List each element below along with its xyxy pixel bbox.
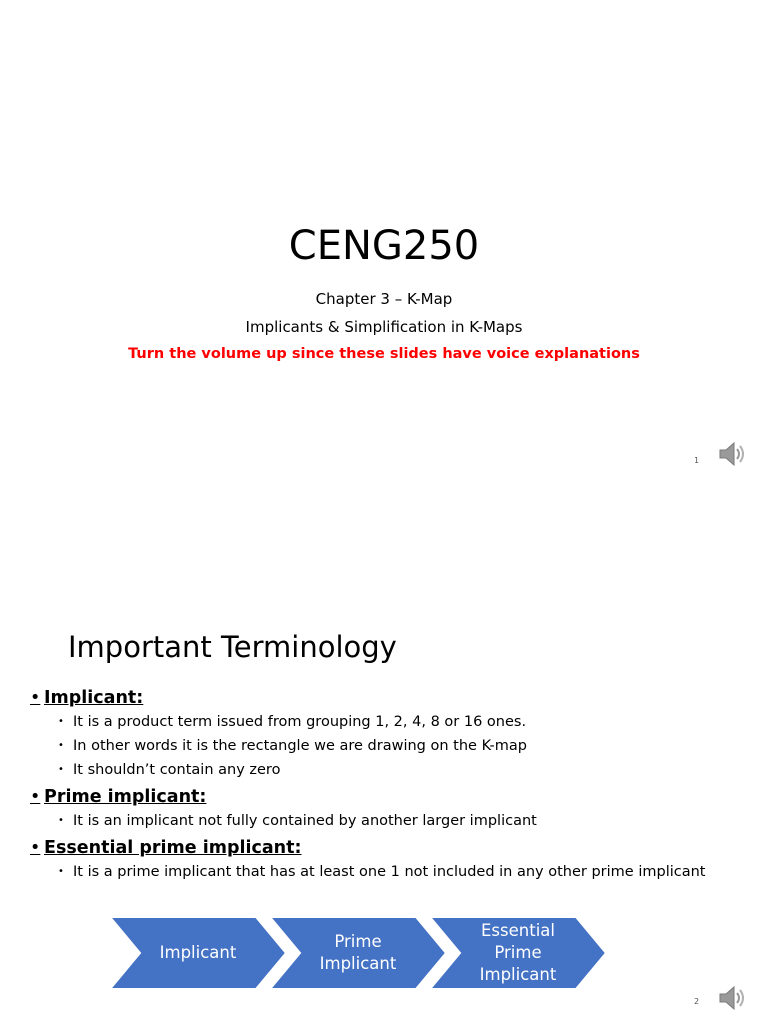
chevron-label: Implicant (159, 943, 237, 962)
term-subpoint (30, 734, 750, 758)
term-label: Essential prime implicant: (44, 838, 302, 858)
bullet-icon: • (30, 787, 41, 807)
subpoint-text: It is a prime implicant that has at least one 1 not included in any other prime implicant (73, 864, 706, 880)
slide-2 (0, 580, 768, 1012)
chevron-label: Essential Prime Implicant (479, 921, 557, 984)
chevron-label: Prime Implicant (319, 932, 397, 973)
term-heading (30, 785, 750, 809)
speaker-icon[interactable] (716, 982, 748, 1014)
slide-number: 1 (694, 456, 700, 465)
subpoint-text: In other words it is the rectangle we are drawing on the K-map (73, 738, 527, 754)
volume-note: Turn the volume up since these slides have voice explanations (128, 346, 640, 362)
terminology-list (30, 686, 750, 887)
slide-1 (0, 45, 768, 477)
term-item (30, 686, 750, 782)
slide-title: CENG250 (288, 223, 480, 269)
term-heading (30, 836, 750, 860)
subpoint-text: It is an implicant not fully contained by another larger implicant (73, 813, 537, 829)
bullet-icon: • (30, 688, 41, 708)
term-subpoint (30, 860, 750, 884)
term-subpoint (30, 710, 750, 734)
slide-subtitle-topic: Implicants & Simplification in K-Maps (245, 318, 523, 336)
term-heading (30, 686, 750, 710)
chevron-flow (110, 917, 610, 989)
bullet-icon: • (58, 716, 64, 727)
term-item (30, 785, 750, 833)
bullet-icon: • (58, 815, 64, 826)
speaker-icon[interactable] (716, 438, 748, 470)
term-item (30, 836, 750, 884)
slide-title: Important Terminology (68, 630, 397, 664)
term-label: Prime implicant: (44, 787, 207, 807)
slide-number: 2 (694, 997, 700, 1006)
term-subpoint (30, 758, 750, 782)
subpoint-text: It shouldn’t contain any zero (73, 762, 281, 778)
bullet-icon: • (58, 764, 64, 775)
bullet-icon: • (30, 838, 41, 858)
term-label: Implicant: (44, 688, 144, 708)
slide-subtitle-chapter: Chapter 3 – K-Map (315, 290, 453, 308)
bullet-icon: • (58, 866, 64, 877)
term-subpoint (30, 809, 750, 833)
subpoint-text: It is a product term issued from grouping 1, 2, 4, 8 or 16 ones. (73, 714, 527, 730)
bullet-icon: • (58, 740, 64, 751)
